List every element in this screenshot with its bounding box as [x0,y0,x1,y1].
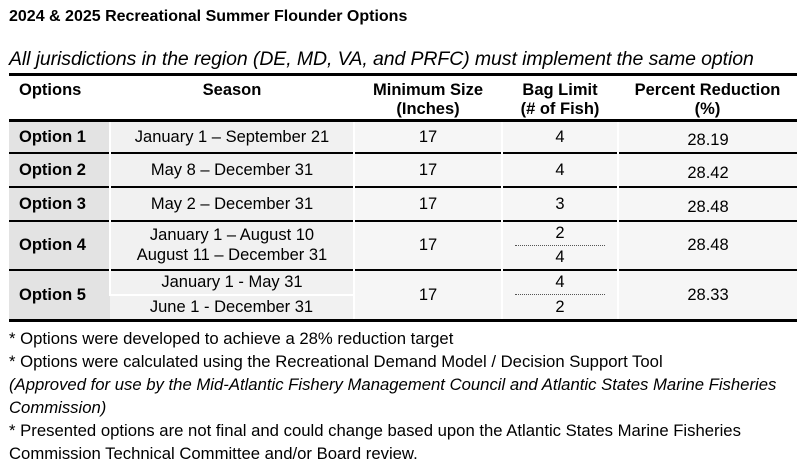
percent-cell: 28.42 [687,163,729,182]
header-percent-line1: Percent Reduction [634,81,781,99]
document-title: 2024 & 2025 Recreational Summer Flounder Options [9,8,408,25]
min-size-cell: 17 [354,221,502,270]
table-row-option-5 [9,270,797,295]
bag-limit-cell: 4 [502,121,618,153]
footnote-2: * Options were calculated using the Recreational Demand Model / Decision Support Tool [9,352,663,371]
header-min-size-line2: (Inches) [396,100,460,118]
percent-cell: 28.33 [618,270,797,321]
table-row-option-3 [9,187,797,221]
footnote-1: * Options were developed to achieve a 28% reduction target [9,329,454,348]
bag-limit-cell: 4 [502,153,618,187]
option-label: Option 5 [9,270,110,321]
min-size-cell: 17 [354,121,502,153]
bag-limit-cell: 3 [502,187,618,221]
season-cell: January 1 – September 21 [110,121,354,153]
season-cell: May 2 – December 31 [110,187,354,221]
season-line: August 11 – December 31 [136,246,328,264]
header-bag-limit-line1: Bag Limit [522,81,598,99]
percent-cell: 28.19 [687,130,729,149]
option-label: Option 2 [9,153,110,187]
bag-limit-cell: 4 [515,271,605,296]
option-label: Option 1 [9,121,110,153]
bag-limit-cell: 4 [555,248,565,266]
table-row-option-4 [9,221,797,270]
header-season: Season [202,81,262,99]
bag-limit-cell: 2 [555,297,565,316]
bag-limit-cell: 2 [515,222,605,246]
percent-cell: 28.48 [618,221,797,270]
min-size-cell: 17 [354,270,502,321]
min-size-cell: 17 [354,153,502,187]
document-subtitle: All jurisdictions in the region (DE, MD, VA, and PRFC) must implement the same option [9,48,754,70]
season-cell [110,221,354,270]
footnote-3: * Presented options are not final and could change based upon the Atlantic States Marine Fisheries Commission Technical Committee and/or Board review. [9,421,741,463]
table-row-option-1 [9,121,797,153]
season-line: January 1 – August 10 [149,226,315,244]
header-percent-reduction [618,75,797,121]
options-table [9,73,797,322]
option-label: Option 4 [9,221,110,270]
footnotes [9,327,789,465]
season-cell: January 1 - May 31 [110,270,354,295]
bag-limit-stack [503,271,617,319]
season-cell: May 8 – December 31 [110,153,354,187]
header-bag-limit [502,75,618,121]
header-min-size [354,75,502,121]
footnote-2-detail: (Approved for use by the Mid-Atlantic Fishery Management Council and Atlantic States Marine Fisheries Commission) [9,375,777,417]
table-header-row [9,75,797,121]
header-min-size-line1: Minimum Size [372,81,483,99]
season-cell: June 1 - December 31 [110,295,354,320]
header-bag-limit-line2: (# of Fish) [520,100,600,118]
header-percent-line2: (%) [694,100,721,118]
percent-cell: 28.48 [687,197,729,216]
min-size-cell: 17 [354,187,502,221]
bag-limit-stack [503,222,617,269]
option-label: Option 3 [9,187,110,221]
table-row-option-2 [9,153,797,187]
header-options: Options [19,81,82,99]
